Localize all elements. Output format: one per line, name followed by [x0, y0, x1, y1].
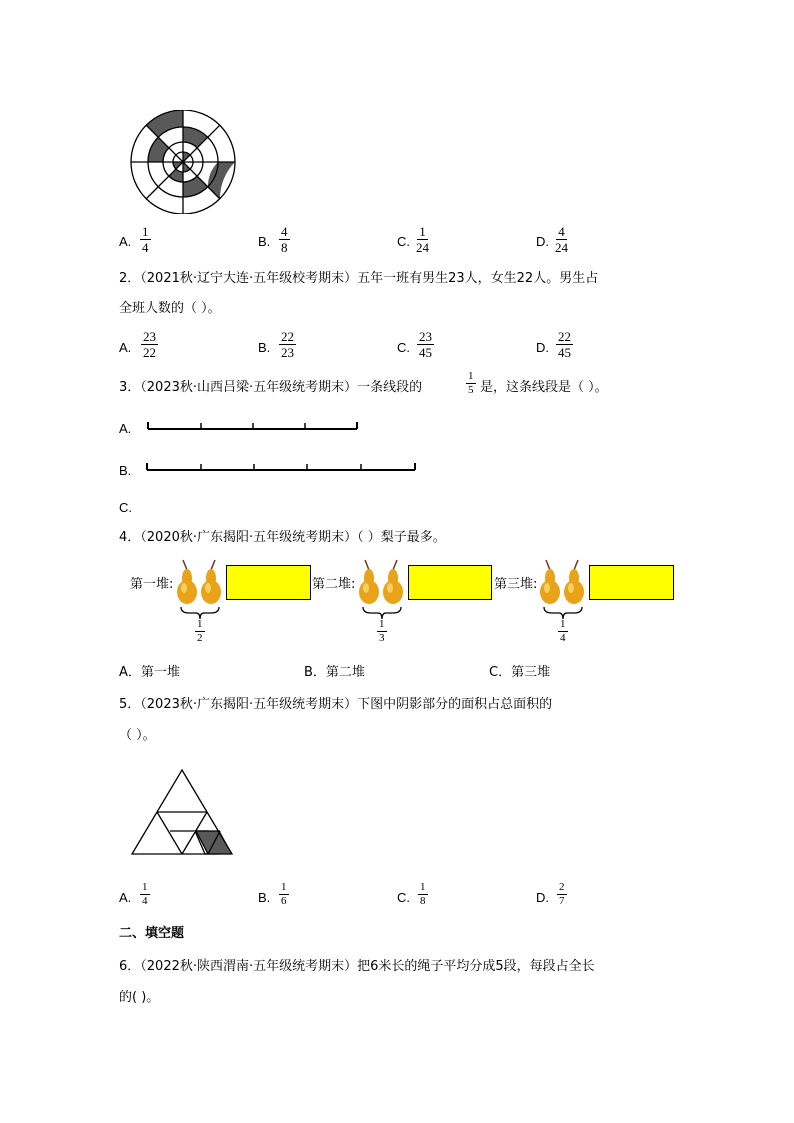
q2-option-d-letter[interactable]: D. [536, 340, 549, 355]
q5-option-c-letter[interactable]: C. [397, 890, 410, 905]
q2-option-b-fraction: $\frac{22}{23}$ [281, 329, 294, 360]
q2-question-line2: 全班人数的（ ）。 [119, 301, 221, 316]
q2-option-a-fraction: $\frac{23}{22}$ [143, 329, 156, 360]
q4-pile1-yellow-box [226, 565, 311, 600]
q4-option-c[interactable]: C．第三堆 [489, 665, 551, 680]
q2-option-c-fraction: $\frac{23}{45}$ [419, 329, 432, 360]
q1-option-c-fraction: $\frac{1}{24}$ [416, 224, 429, 255]
q5-option-d-letter[interactable]: D. [536, 890, 549, 905]
q4-question-line: 4．（2020秋·广东揭阳·五年级统考期末）（ ）梨子最多。 [119, 530, 446, 545]
q5-triangle-figure [130, 768, 234, 856]
q1-circle-figure [127, 110, 239, 214]
q3-option-b-segment [145, 461, 417, 473]
q4-pile2-yellow-box [408, 565, 492, 600]
q6-question-line2: 的( )。 [119, 990, 160, 1005]
q3-option-a-segment [146, 420, 360, 432]
q2-option-b-letter[interactable]: B. [258, 340, 271, 355]
pear-icon [538, 558, 588, 610]
q1-option-d-letter[interactable]: D. [536, 234, 549, 249]
pear-icon [357, 558, 407, 610]
q3-option-a-letter[interactable]: A. [119, 421, 132, 436]
q5-option-c-fraction: $\frac{1}{8}$ [420, 881, 426, 907]
q2-option-c-letter[interactable]: C. [397, 340, 410, 355]
q4-option-b[interactable]: B．第二堆 [304, 665, 365, 680]
q4-pile3-label: 第三堆: [494, 577, 538, 592]
q3-question-suffix: 是，这条线段是（ ）。 [480, 380, 608, 395]
q5-option-b-fraction: $\frac{1}{6}$ [281, 881, 287, 907]
q1-option-a-letter[interactable]: A. [119, 234, 132, 249]
q5-question-line1: 5．（2023秋·广东揭阳·五年级统考期末）下图中阴影部分的面积占总面积的 [119, 697, 553, 712]
q3-option-c-letter[interactable]: C. [119, 500, 132, 515]
q2-option-d-fraction: $\frac{22}{45}$ [558, 329, 571, 360]
q4-pile2-label: 第二堆: [312, 577, 356, 592]
q5-option-a-letter[interactable]: A. [119, 890, 132, 905]
q4-pile3-fraction: $\frac{1}{4}$ [560, 618, 566, 644]
q4-pile1-fraction: $\frac{1}{2}$ [197, 618, 203, 644]
q1-option-c-letter[interactable]: C. [397, 234, 410, 249]
q1-option-b-fraction: $\frac{4}{8}$ [281, 224, 288, 255]
q1-option-a-fraction: $\frac{1}{4}$ [142, 224, 149, 255]
q3-option-b-letter[interactable]: B. [119, 463, 132, 478]
q2-option-a-letter[interactable]: A. [119, 340, 132, 355]
q1-option-b-letter[interactable]: B. [258, 234, 271, 249]
q5-option-a-fraction: $\frac{1}{4}$ [142, 881, 148, 907]
q6-question-line1: 6．（2022秋·陕西渭南·五年级统考期末）把6米长的绳子平均分成5段，每段占全长 [119, 959, 595, 974]
section-title: 二、填空题 [119, 926, 185, 941]
q3-fraction: $\frac{1}{5}$ [468, 370, 474, 396]
q3-question-prefix: 3．（2023秋·山西吕梁·五年级统考期末）一条线段的 [119, 380, 423, 395]
pear-icon [175, 558, 225, 610]
q5-question-line2: （ ）。 [119, 728, 156, 743]
q5-option-d-fraction: $\frac{2}{7}$ [559, 881, 565, 907]
q2-question-line1: 2．（2021秋·辽宁大连·五年级校考期末）五年一班有男生23人，女生22人。男生占 [119, 271, 599, 286]
q1-option-d-fraction: $\frac{4}{24}$ [555, 224, 568, 255]
q4-pile1-label: 第一堆: [130, 577, 174, 592]
q4-pile2-fraction: $\frac{1}{3}$ [379, 618, 385, 644]
q5-option-b-letter[interactable]: B. [258, 890, 271, 905]
q4-option-a[interactable]: A．第一堆 [119, 665, 180, 680]
q4-pile3-yellow-box [589, 565, 674, 600]
